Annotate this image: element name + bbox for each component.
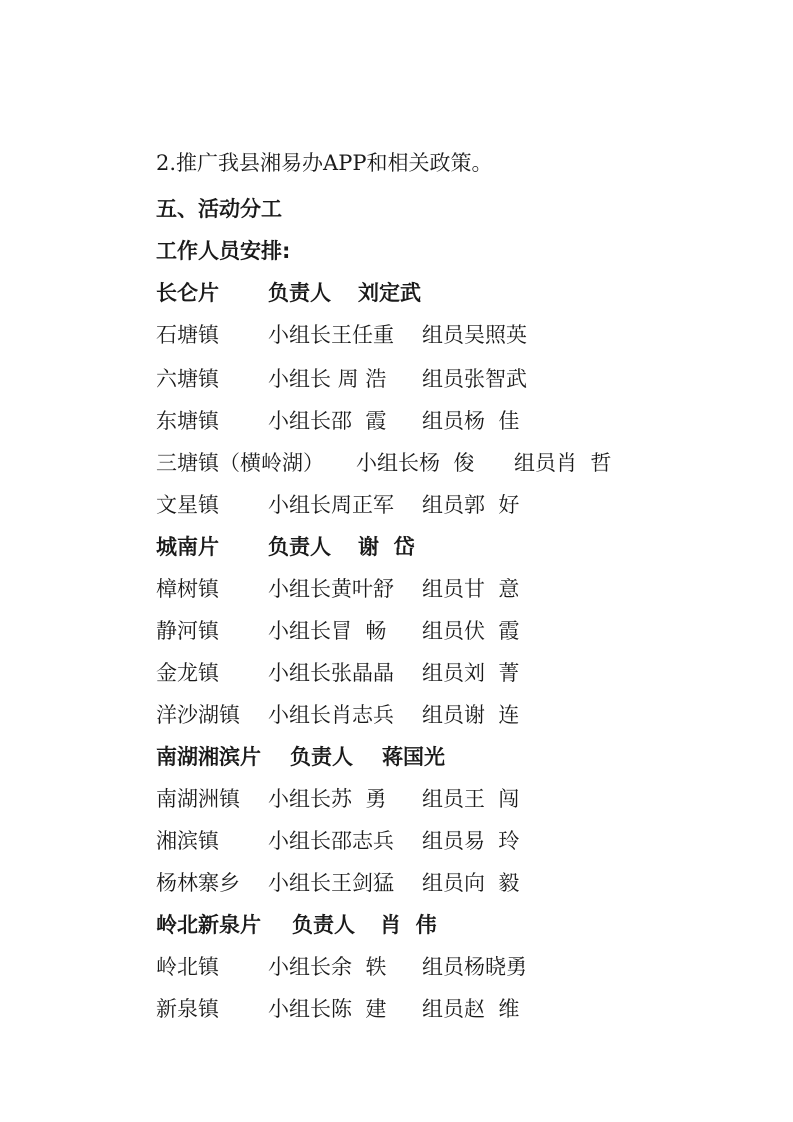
captain: 小组长黄叶舒 <box>268 577 394 601</box>
town-name: 文星镇 <box>156 493 219 517</box>
staff-heading <box>156 234 290 268</box>
town-name: 杨林寨乡 <box>156 871 240 895</box>
town-name: 湘滨镇 <box>156 829 219 853</box>
member: 组员郭 好 <box>422 493 520 517</box>
town-name: 新泉镇 <box>156 997 219 1021</box>
member: 组员甘 意 <box>422 577 520 601</box>
captain: 小组长杨 俊 <box>356 451 475 475</box>
group-name: 岭北新泉片 <box>156 913 261 937</box>
town-name: 三塘镇（横岭湖） <box>156 451 324 475</box>
captain: 小组长王任重 <box>268 323 394 347</box>
member: 组员肖 哲 <box>514 451 612 475</box>
member: 组员赵 维 <box>422 997 520 1021</box>
leader-label: 负责人 <box>292 913 355 937</box>
section-heading-text: 五、活动分工 <box>156 197 282 221</box>
leader-name: 肖 伟 <box>380 913 437 937</box>
member: 组员向 毅 <box>422 871 520 895</box>
member: 组员伏 霞 <box>422 619 520 643</box>
leader-label: 负责人 <box>290 745 353 769</box>
member: 组员张智武 <box>422 367 527 391</box>
captain: 小组长陈 建 <box>268 997 387 1021</box>
captain: 小组长 周 浩 <box>268 367 387 391</box>
town-name: 六塘镇 <box>156 367 219 391</box>
captain: 小组长余 轶 <box>268 955 387 979</box>
intro-text: 2.推广我县湘易办APP和相关政策。 <box>156 151 493 175</box>
captain: 小组长邵志兵 <box>268 829 394 853</box>
captain: 小组长张晶晶 <box>268 661 394 685</box>
town-name: 金龙镇 <box>156 661 219 685</box>
town-name: 石塘镇 <box>156 323 219 347</box>
town-name: 静河镇 <box>156 619 219 643</box>
captain: 小组长肖志兵 <box>268 703 394 727</box>
leader-label: 负责人 <box>268 281 331 305</box>
captain: 小组长邵 霞 <box>268 409 387 433</box>
group-name: 南湖湘滨片 <box>156 745 261 769</box>
group-name: 城南片 <box>156 535 219 559</box>
captain: 小组长冒 畅 <box>268 619 387 643</box>
captain: 小组长王剑猛 <box>268 871 394 895</box>
town-name: 洋沙湖镇 <box>156 703 240 727</box>
section-heading <box>156 192 282 226</box>
member: 组员谢 连 <box>422 703 520 727</box>
member: 组员杨晓勇 <box>422 955 527 979</box>
town-name: 南湖洲镇 <box>156 787 240 811</box>
member: 组员吴照英 <box>422 323 527 347</box>
intro-line <box>156 146 492 180</box>
town-name: 岭北镇 <box>156 955 219 979</box>
staff-heading-text: 工作人员安排: <box>156 239 291 263</box>
town-name: 樟树镇 <box>156 577 219 601</box>
town-name: 东塘镇 <box>156 409 219 433</box>
leader-label: 负责人 <box>268 535 331 559</box>
member: 组员王 闯 <box>422 787 520 811</box>
captain: 小组长周正军 <box>268 493 394 517</box>
group-name: 长仑片 <box>156 281 219 305</box>
leader-name: 谢 岱 <box>358 535 415 559</box>
leader-name: 蒋国光 <box>382 745 445 769</box>
member: 组员刘 菁 <box>422 661 520 685</box>
captain: 小组长苏 勇 <box>268 787 387 811</box>
member: 组员易 玲 <box>422 829 520 853</box>
member: 组员杨 佳 <box>422 409 520 433</box>
leader-name: 刘定武 <box>358 281 421 305</box>
